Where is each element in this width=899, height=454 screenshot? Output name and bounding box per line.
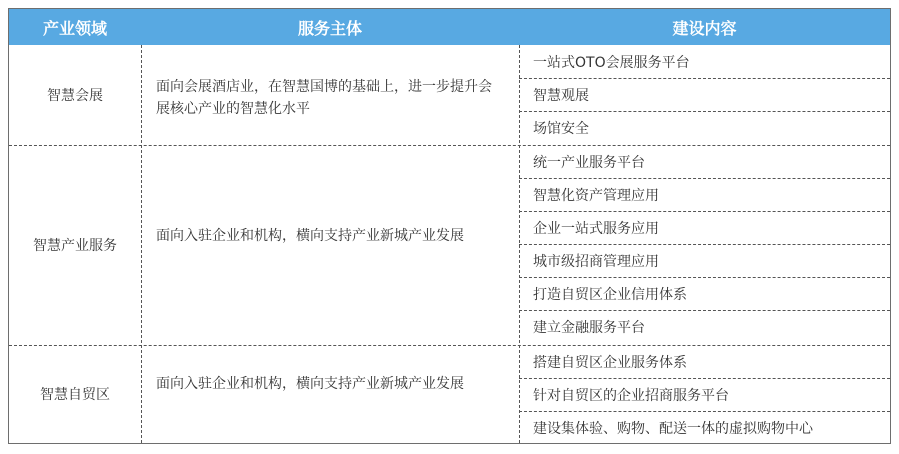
subject-cell-free-trade-zone: 面向入驻企业和机构，横向支持产业新城产业发展 [156, 376, 464, 392]
content-item: 城市级招商管理应用 [533, 253, 659, 270]
content-item: 智慧化资产管理应用 [533, 187, 659, 204]
domain-cell-exhibition: 智慧会展 [47, 88, 103, 104]
content-item: 企业一站式服务应用 [533, 220, 659, 237]
header-domain: 产业领域 [42, 18, 107, 38]
column-divider [141, 45, 142, 443]
content-table [8, 8, 891, 444]
header-subject: 服务主体 [297, 18, 362, 38]
content-item: 针对自贸区的企业招商服务平台 [533, 387, 729, 404]
domain-cell-industry-service: 智慧产业服务 [33, 238, 117, 254]
table-header [9, 9, 890, 45]
content-item: 场馆安全 [533, 120, 589, 137]
content-item: 打造自贸区企业信用体系 [533, 286, 687, 303]
header-content: 建设内容 [672, 18, 737, 38]
content-item: 统一产业服务平台 [533, 154, 645, 171]
content-item: 搭建自贸区企业服务体系 [533, 354, 687, 371]
content-item: 智慧观展 [533, 87, 589, 104]
subject-cell-industry-service: 面向入驻企业和机构，横向支持产业新城产业发展 [156, 228, 464, 244]
content-item: 建设集体验、购物、配送一体的虚拟购物中心 [533, 420, 813, 437]
domain-cell-free-trade-zone: 智慧自贸区 [40, 387, 110, 403]
content-item: 建立金融服务平台 [533, 319, 645, 336]
subject-cell-exhibition: 面向会展酒店业，在智慧国博的基础上，进一步提升会展核心产业的智慧化水平 [156, 79, 492, 117]
content-item: 一站式OTO会展服务平台 [533, 54, 690, 71]
